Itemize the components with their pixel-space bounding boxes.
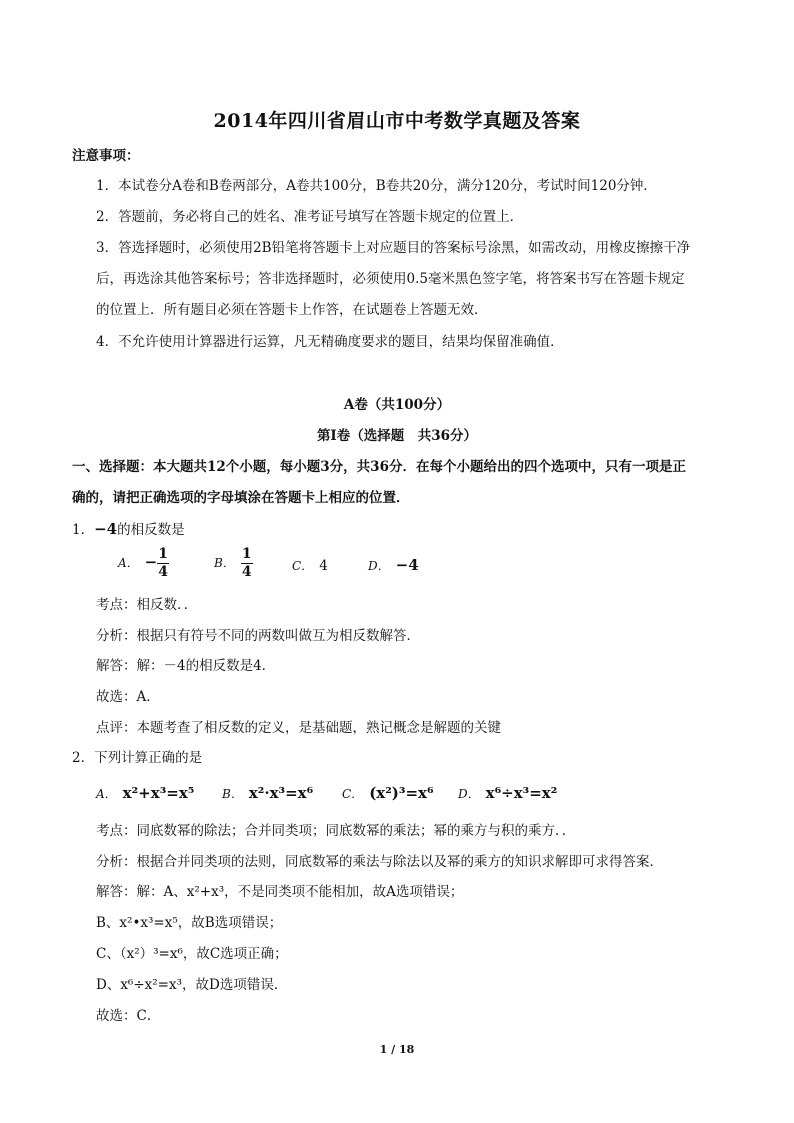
q1-option-a-denominator: 4 xyxy=(158,564,168,580)
q2-option-b xyxy=(222,784,313,802)
q1-jieda: 解答：解：－4的相反数是4． xyxy=(96,658,276,674)
q2-option-a-expr: x²+x³=x⁵ xyxy=(122,784,195,802)
q1-option-b-numerator: 1 xyxy=(241,546,252,562)
q1-option-c xyxy=(292,557,328,574)
q2-option-c xyxy=(342,784,434,802)
q1-stem-text: 的相反数是 xyxy=(117,522,185,538)
q1-option-a xyxy=(118,546,169,581)
page-number: 1 / 18 xyxy=(379,1043,415,1056)
q1-dianping: 点评：本题考查了相反数的定义，是基础题，熟记概念是解题的关键 xyxy=(96,720,501,736)
q2-option-c-label: C． xyxy=(342,787,364,801)
q1-expression: −4 xyxy=(94,520,118,538)
q1-option-a-numerator: 1 xyxy=(158,546,168,562)
q2-option-b-label: B． xyxy=(222,787,243,801)
q1-option-a-fraction xyxy=(157,546,169,581)
notice-item-2: 2．答题前，务必将自己的姓名、准考证号填写在答题卡规定的位置上． xyxy=(96,209,524,225)
q2-option-b-expr: x²·x³=x⁶ xyxy=(248,784,314,802)
q1-kaodian: 考点：相反数．． xyxy=(96,597,198,613)
q2-jieda: 解答：解：A、x²+x³，不是同类项不能相加，故A选项错误； xyxy=(96,884,464,900)
q2-kaodian: 考点：同底数幂的除法；合并同类项；同底数幂的乘法；幂的乘方与积的乘方．． xyxy=(96,823,576,839)
page-title: 2014年四川省眉山市中考数学真题及答案 xyxy=(213,110,581,132)
q2-fenxi: 分析：根据合并同类项的法则，同底数幂的乘法与除法以及幂的乘方的知识求解即可求得答案． xyxy=(96,854,663,870)
q1-option-b xyxy=(214,546,253,581)
q2-option-d-label: D． xyxy=(458,787,480,801)
instruction-line-1: 一、选择题：本大题共12个小题，每小题3分，共36分．在每个小题给出的四个选项中，只有一项是正 xyxy=(72,459,686,475)
q1-stem xyxy=(72,520,185,539)
q2-b-line: B、x²•x³=x⁵，故B选项错误； xyxy=(96,915,283,931)
q1-option-b-denominator: 4 xyxy=(241,564,252,580)
q1-option-d-value: −4 xyxy=(395,556,419,574)
q2-option-a xyxy=(96,784,194,802)
notice-item-3-cont2: 的位置上．所有题目必须在答题卡上作答，在试题卷上答题无效． xyxy=(96,302,488,318)
notice-item-3: 3．答选择题时，必须使用2B铅笔将答题卡上对应题目的答案标号涂黑，如需改动，用橡皮擦擦干净 xyxy=(96,240,691,256)
part-one-heading: 第Ⅰ卷（选择题 共36分） xyxy=(316,428,478,444)
notice-item-4: 4．不允许使用计算器进行运算，凡无精确度要求的题目，结果均保留准确值． xyxy=(96,334,564,350)
q1-number: 1． xyxy=(72,522,95,538)
section-a-heading: A卷（共100分） xyxy=(343,397,451,413)
notice-heading: 注意事项： xyxy=(72,148,140,164)
q1-option-a-label: A． xyxy=(118,556,139,570)
q2-d-line: D、x⁶÷x²=x³，故D选项错误． xyxy=(96,977,288,993)
q2-option-c-expr: (x²)³=x⁶ xyxy=(369,784,434,802)
q1-option-c-value: 4 xyxy=(319,558,328,574)
instruction-line-2: 确的，请把正确选项的字母填涂在答题卡上相应的位置． xyxy=(72,490,410,506)
notice-item-1: 1．本试卷分A卷和B卷两部分，A卷共100分，B卷共20分，满分120分，考试时间120分钟． xyxy=(96,178,657,194)
q2-guxuan: 故选：C． xyxy=(96,1008,161,1024)
q1-guxuan: 故选：A． xyxy=(96,689,160,705)
q1-option-c-label: C． xyxy=(292,559,314,573)
q2-c-line: C、（x²）³=x⁶，故C选项正确； xyxy=(96,946,288,962)
notice-item-3-cont: 后，再选涂其他答案标号；答非选择题时，必须使用0.5毫米黑色签字笔，将答案书写在答题卡规定 xyxy=(96,271,685,287)
q2-option-d xyxy=(458,784,557,802)
q2-option-a-label: A． xyxy=(96,787,117,801)
q1-option-b-fraction xyxy=(241,546,253,581)
q1-fenxi: 分析：根据只有符号不同的两数叫做互为相反数解答． xyxy=(96,628,420,644)
q1-option-d xyxy=(368,556,419,574)
q2-option-d-expr: x⁶÷x³=x² xyxy=(485,784,558,802)
q2-stem: 2．下列计算正确的是 xyxy=(72,750,203,766)
q1-option-b-label: B． xyxy=(214,556,235,570)
q1-option-a-sign: − xyxy=(144,553,158,571)
q1-option-d-label: D． xyxy=(368,559,390,573)
